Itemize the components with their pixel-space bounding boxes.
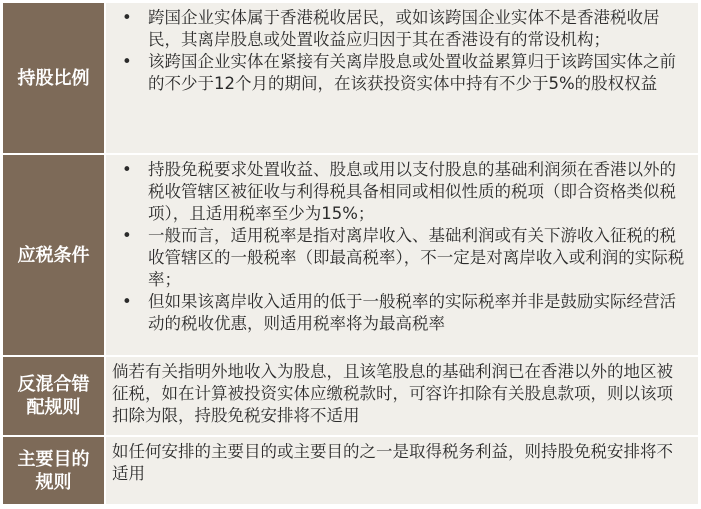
bullet-list [118,7,688,95]
rules-table [3,3,698,506]
row-text: 倘若有关指明外地收入为股息，且该笔股息的基础利润已在香港以外的地区被征税，如在计算被投资实体应缴税款时，可容许扣除有关股息款项，则以该项扣除为限，持股免税安排将不适用 [112,362,673,425]
row-content-main-purpose-rule [104,437,698,506]
row-text: 如任何安排的主要目的或主要目的之一是取得税务利益，则持股免税安排将不适用 [112,442,673,483]
row-label-text: 反混合错 配规则 [17,374,90,418]
bullet-list [118,159,688,335]
bullet-item: • 一般而言，适用税率是指对离岸收入、基础利润或有关下游收入征税的税收管辖区的一般税率（即最高税率），不一定是对离岸收入或利润的实际税率； [118,225,688,291]
row-label-anti-hybrid-mismatch [3,357,104,437]
bullet-item: • 该跨国企业实体在紧接有关离岸股息或处置收益累算归于该跨国实体之前的不少于12个月的期间，在该获投资实体中持有不少于5%的股权权益 [118,51,688,95]
bullet-item: • 但如果该离岸收入适用的低于一般税率的实际税率并非是鼓励实际经营活动的税收优惠，则适用税率将为最高税率 [118,291,688,335]
row-content-shareholding-ratio [104,3,698,155]
row-label-text: 持股比例 [17,67,90,89]
row-label-main-purpose-rule [3,437,104,506]
bullet-item: • 跨国企业实体属于香港税收居民，或如该跨国企业实体不是香港税收居民，其离岸股息或处置收益应归因于其在香港设有的常设机构； [118,7,688,51]
row-content-anti-hybrid-mismatch [104,357,698,437]
bullet-item: • 持股免税要求处置收益、股息或用以支付股息的基础利润须在香港以外的税收管辖区被征收与利得税具备相同或相似性质的税项（即合资格类似税项），且适用税率至少为15%； [118,159,688,225]
row-label-tax-conditions [3,155,104,357]
row-content-tax-conditions [104,155,698,357]
row-label-shareholding-ratio [3,3,104,155]
row-label-text: 应税条件 [17,244,90,266]
row-label-text: 主要目的 规则 [17,448,90,493]
